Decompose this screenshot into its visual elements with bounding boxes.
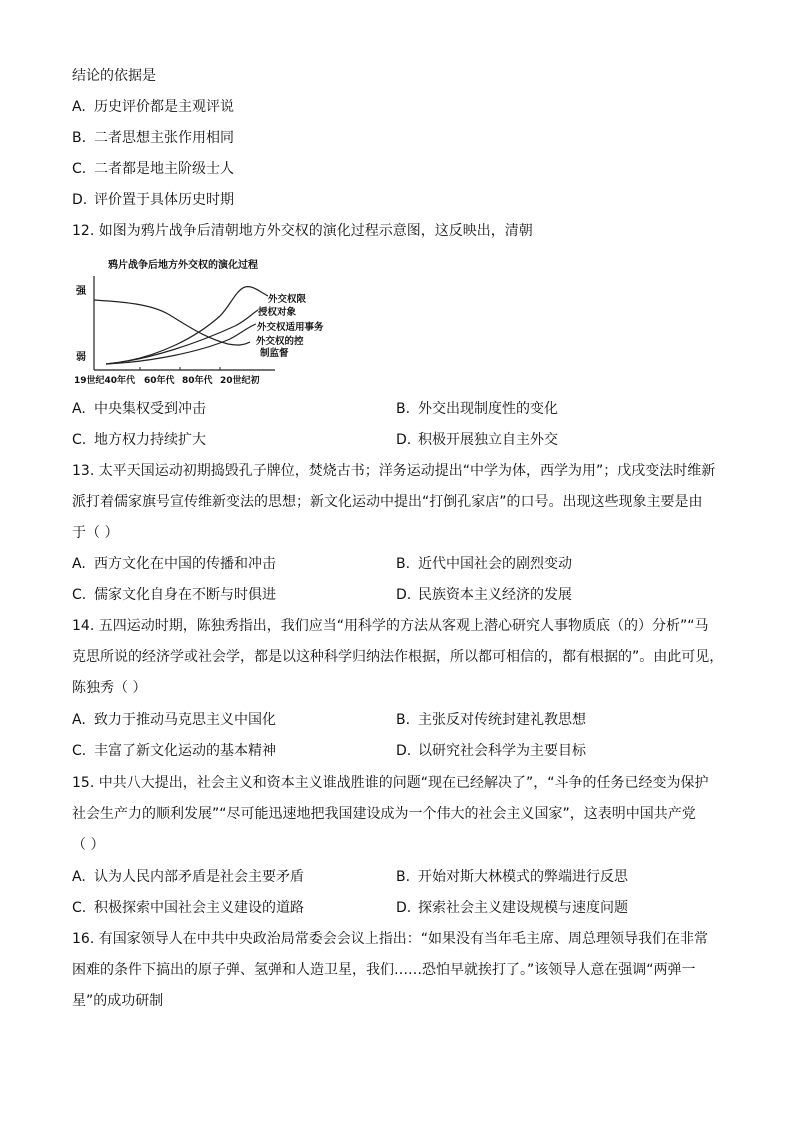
series-label-applicable-affairs: 外交权适用事务 [257, 322, 324, 333]
q11-option-c: C. 二者都是地主阶级士人 [72, 161, 234, 177]
q13-stem-line: 于（ ） [72, 525, 119, 541]
q13-option-c: C. 儒家文化自身在不断与时俱进 [72, 587, 276, 603]
q12-stem: 12. 如图为鸦片战争后清朝地方外交权的演化过程示意图，这反映出，清朝 [72, 223, 533, 239]
series-line-applicable-affairs [106, 324, 256, 364]
q12-option-b: B. 外交出现制度性的变化 [396, 401, 558, 417]
q15-option-a: A. 认为人民内部矛盾是社会主要矛盾 [72, 869, 304, 885]
q13-stem-line: 派打着儒家旗号宣传维新变法的思想；新文化运动中提出“打倒孔家店”的口号。出现这些现象主要是由 [72, 494, 703, 510]
q13-option-b: B. 近代中国社会的剧烈变动 [396, 556, 572, 572]
x-tick-label: 80年代 [182, 376, 213, 386]
q13-option-d: D. 民族资本主义经济的发展 [396, 587, 572, 603]
q14-option-a: A. 致力于推动马克思主义中国化 [72, 712, 276, 728]
q13-option-a: A. 西方文化在中国的传播和冲击 [72, 556, 276, 572]
q15-stem-line: 15. 中共八大提出，社会主义和资本主义谁战胜谁的问题“现在已经解决了”，“斗争的任务已经变为保护 [72, 775, 709, 791]
q12-option-c: C. 地方权力持续扩大 [72, 432, 206, 448]
x-tick-label: 20世纪初 [220, 376, 260, 386]
series-label-control-supervision [256, 335, 307, 359]
series-label-foreign-power-scope: 外交权限 [268, 294, 307, 305]
q12-option-a: A. 中央集权受到冲击 [72, 401, 206, 417]
q14-stem-line: 14. 五四运动时期，陈独秀指出，我们应当“用科学的方法从客观上潜心研究人事物质底（的）分析”“马 [72, 618, 709, 634]
q11-option-a: A. 历史评价都是主观评说 [72, 99, 234, 115]
q15-option-c: C. 积极探索中国社会主义建设的道路 [72, 900, 304, 916]
q14-stem-line: 克思所说的经济学或社会学，都是以这种科学归纳法作根据，所以都可相信的，都有根据的”。由此可见， [72, 649, 724, 665]
series-label-control-supervision-text-cont: 制监督 [260, 348, 289, 359]
series-line-control-supervision [94, 300, 250, 345]
q14-option-d: D. 以研究社会科学为主要目标 [396, 743, 586, 759]
q14-stem-line: 陈独秀（ ） [72, 680, 147, 696]
y-tick-weak: 弱 [76, 352, 86, 363]
q11-option-d: D. 评价置于具体历史时期 [72, 192, 234, 208]
series-line-authorized-objects [106, 310, 258, 364]
q13-stem-line: 13. 太平天国运动初期捣毁孔子牌位，焚烧古书；洋务运动提出“中学为体，西学为用”；戊戌变法时维新 [72, 463, 716, 479]
series-label-control-supervision-text: 外交权的控 [256, 336, 304, 347]
q11-stem-tail: 结论的依据是 [72, 68, 156, 84]
q12-option-d: D. 积极开展独立自主外交 [396, 432, 558, 448]
q14-option-b: B. 主张反对传统封建礼教思想 [396, 712, 586, 728]
chart-title: 鸦片战争后地方外交权的演化过程 [108, 260, 258, 271]
series-label-authorized-objects: 授权对象 [258, 307, 297, 318]
q16-stem-line: 困难的条件下搞出的原子弹、氢弹和人造卫星，我们……恐怕早就挨打了。”该领导人意在强调“两弹一 [72, 962, 696, 978]
q15-option-b: B. 开始对斯大林模式的弊端进行反思 [396, 869, 628, 885]
q15-stem-line: （ ） [72, 837, 105, 853]
q16-stem-line: 16. 有国家领导人在中共中央政治局常委会会议上指出：“如果没有当年毛主席、周总理领导我们在非常 [72, 931, 708, 947]
q15-stem-line: 社会生产力的顺利发展”“尽可能迅速地把我国建设成为一个伟大的社会主义国家”，这表明中国共产党 [72, 806, 696, 822]
foreign-affairs-chart [70, 254, 370, 388]
x-tick-label: 60年代 [144, 376, 175, 386]
q14-option-c: C. 丰富了新文化运动的基本精神 [72, 743, 276, 759]
q15-option-d: D. 探索社会主义建设规模与速度问题 [396, 900, 628, 916]
q16-stem-line: 星”的成功研制 [72, 993, 164, 1009]
q11-option-b: B. 二者思想主张作用相同 [72, 130, 234, 146]
y-tick-strong: 强 [76, 286, 86, 297]
x-tick-label: 19世纪40年代 [74, 376, 136, 386]
